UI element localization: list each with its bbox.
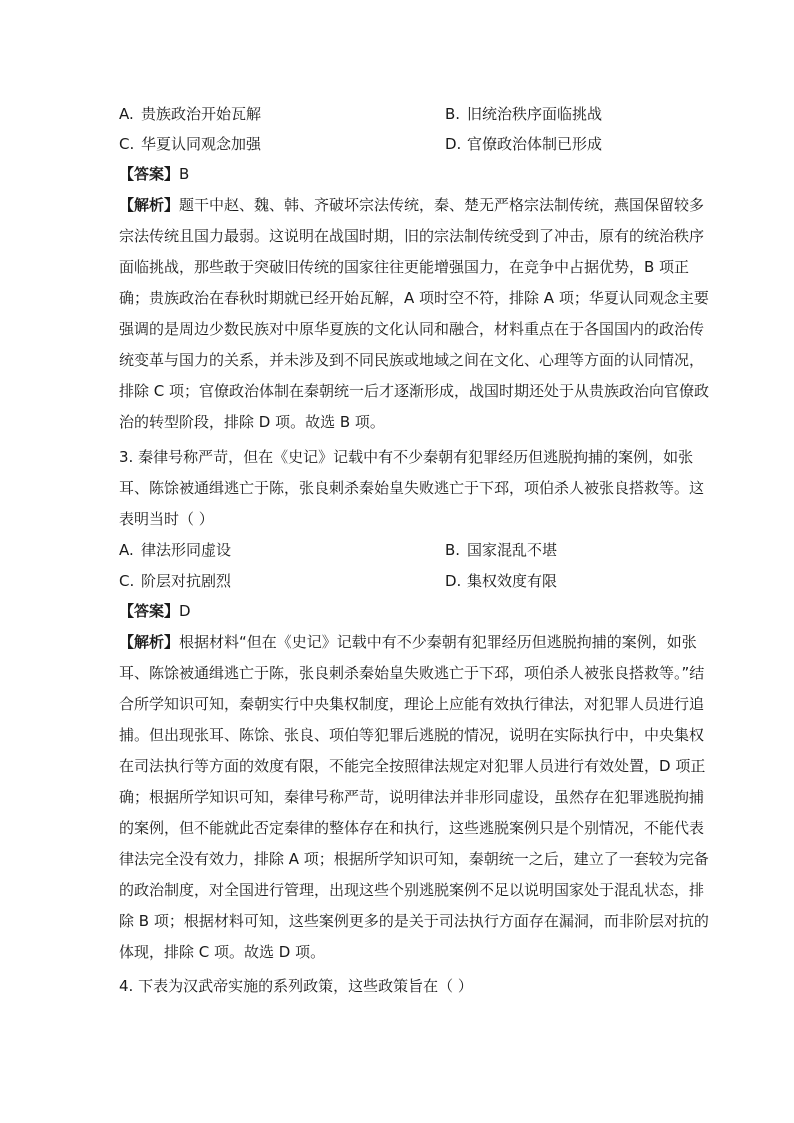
q2-option-d	[445, 134, 602, 154]
q2-analysis-line: 宗法传统且国力最弱。这说明在战国时期，旧的宗法制传统受到了冲击，原有的统治秩序	[119, 227, 705, 245]
answer-value: D	[179, 602, 191, 620]
q2-analysis-line: 确；贵族政治在春秋时期就已经开始瓦解，A 项时空不符，排除 A 项；华夏认同观念主要	[119, 289, 709, 307]
q2-analysis-line: 面临挑战，那些敢于突破旧传统的国家往往更能增强国力，在竞争中占据优势，B 项正	[119, 258, 690, 276]
option-letter: D.	[445, 572, 462, 590]
option-text: 旧统治秩序面临挑战	[467, 105, 603, 123]
q4-stem: 4. 下表为汉武帝实施的系列政策，这些政策旨在（ ）	[119, 977, 473, 995]
answer-label: 【答案】	[119, 165, 180, 183]
q3-analysis-line: 除 B 项；根据材料可知，这些案例更多的是关于司法执行方面存在漏洞，而非阶层对抗的	[119, 912, 709, 930]
q2-analysis-line	[119, 195, 704, 215]
option-text: 阶层对抗剧烈	[141, 572, 232, 590]
analysis-label: 【解析】	[119, 196, 180, 214]
analysis-text: 题干中赵、魏、韩、齐破坏宗法传统，秦、楚无严格宗法制传统，燕国保留较多	[179, 196, 705, 214]
q3-analysis-line	[119, 632, 697, 652]
analysis-label: 【解析】	[119, 633, 180, 651]
q3-stem-line: 耳、陈馀被通缉逃亡于陈，张良刺杀秦始皇失败逃亡于下邳，项伯杀人被张良搭救等。这	[119, 479, 705, 497]
option-text: 官僚政治体制已形成	[467, 135, 603, 153]
option-letter: D.	[445, 135, 462, 153]
option-text: 律法形同虚设	[141, 541, 232, 559]
q2-option-a	[119, 104, 261, 124]
q2-answer	[119, 164, 189, 184]
option-letter: C.	[119, 572, 135, 590]
q3-analysis-line: 捕。但出现张耳、陈馀、张良、项伯等犯罪后逃脱的情况，说明在实际执行中，中央集权	[119, 726, 705, 744]
q3-stem-line: 表明当时（ ）	[119, 510, 214, 528]
q3-stem-line: 3. 秦律号称严苛，但在《史记》记载中有不少秦朝有犯罪经历但逃脱拘捕的案例，如张	[119, 448, 694, 466]
q3-analysis-line: 律法完全没有效力，排除 A 项；根据所学知识可知，秦朝统一之后，建立了一套较为完备	[119, 850, 709, 868]
q3-analysis-line: 在司法执行等方面的效度有限，不能完全按照律法规定对犯罪人员进行有效处置，D 项正	[119, 757, 706, 775]
q3-analysis-line: 的案例，但不能就此否定秦律的整体存在和执行，这些逃脱案例只是个别情况，不能代表	[119, 819, 705, 837]
q2-analysis-line: 强调的是周边少数民族对中原华夏族的文化认同和融合，材料重点在于各国国内的政治传	[119, 320, 705, 338]
option-text: 华夏认同观念加强	[141, 135, 262, 153]
q2-analysis-line: 统变革与国力的关系，并未涉及到不同民族或地域之间在文化、心理等方面的认同情况，	[119, 351, 705, 369]
answer-value: B	[179, 165, 190, 183]
q2-option-c	[119, 134, 261, 154]
option-letter: B.	[445, 541, 461, 559]
q2-option-b	[445, 104, 602, 124]
q2-analysis-line: 治的转型阶段，排除 D 项。故选 B 项。	[119, 413, 385, 431]
q2-analysis-line: 排除 C 项；官僚政治体制在秦朝统一后才逐渐形成，战国时期还处于从贵族政治向官僚政	[119, 382, 710, 400]
q3-option-c	[119, 571, 231, 591]
q3-analysis-line: 的政治制度，对全国进行管理，出现这些个别逃脱案例不足以说明国家处于混乱状态，排	[119, 881, 705, 899]
option-letter: A.	[119, 541, 134, 559]
q3-analysis-line: 耳、陈馀被通缉逃亡于陈，张良刺杀秦始皇失败逃亡于下邳，项伯杀人被张良搭救等。”结	[119, 664, 705, 682]
option-text: 集权效度有限	[467, 572, 558, 590]
option-letter: B.	[445, 105, 461, 123]
q3-option-b	[445, 540, 557, 560]
option-letter: A.	[119, 105, 134, 123]
q3-analysis-line: 合所学知识可知，秦朝实行中央集权制度，理论上应能有效执行律法，对犯罪人员进行追	[119, 695, 705, 713]
option-letter: C.	[119, 135, 135, 153]
option-text: 国家混乱不堪	[467, 541, 558, 559]
q3-answer	[119, 601, 191, 621]
q3-analysis-line: 体现，排除 C 项。故选 D 项。	[119, 943, 326, 961]
q3-option-d	[445, 571, 557, 591]
answer-label: 【答案】	[119, 602, 180, 620]
analysis-text: 根据材料“但在《史记》记载中有不少秦朝有犯罪经历但逃脱拘捕的案例，如张	[179, 633, 697, 651]
q3-option-a	[119, 540, 231, 560]
q3-analysis-line: 确；根据所学知识可知，秦律号称严苛，说明律法并非形同虚设，虽然存在犯罪逃脱拘捕	[119, 788, 705, 806]
option-text: 贵族政治开始瓦解	[141, 105, 262, 123]
